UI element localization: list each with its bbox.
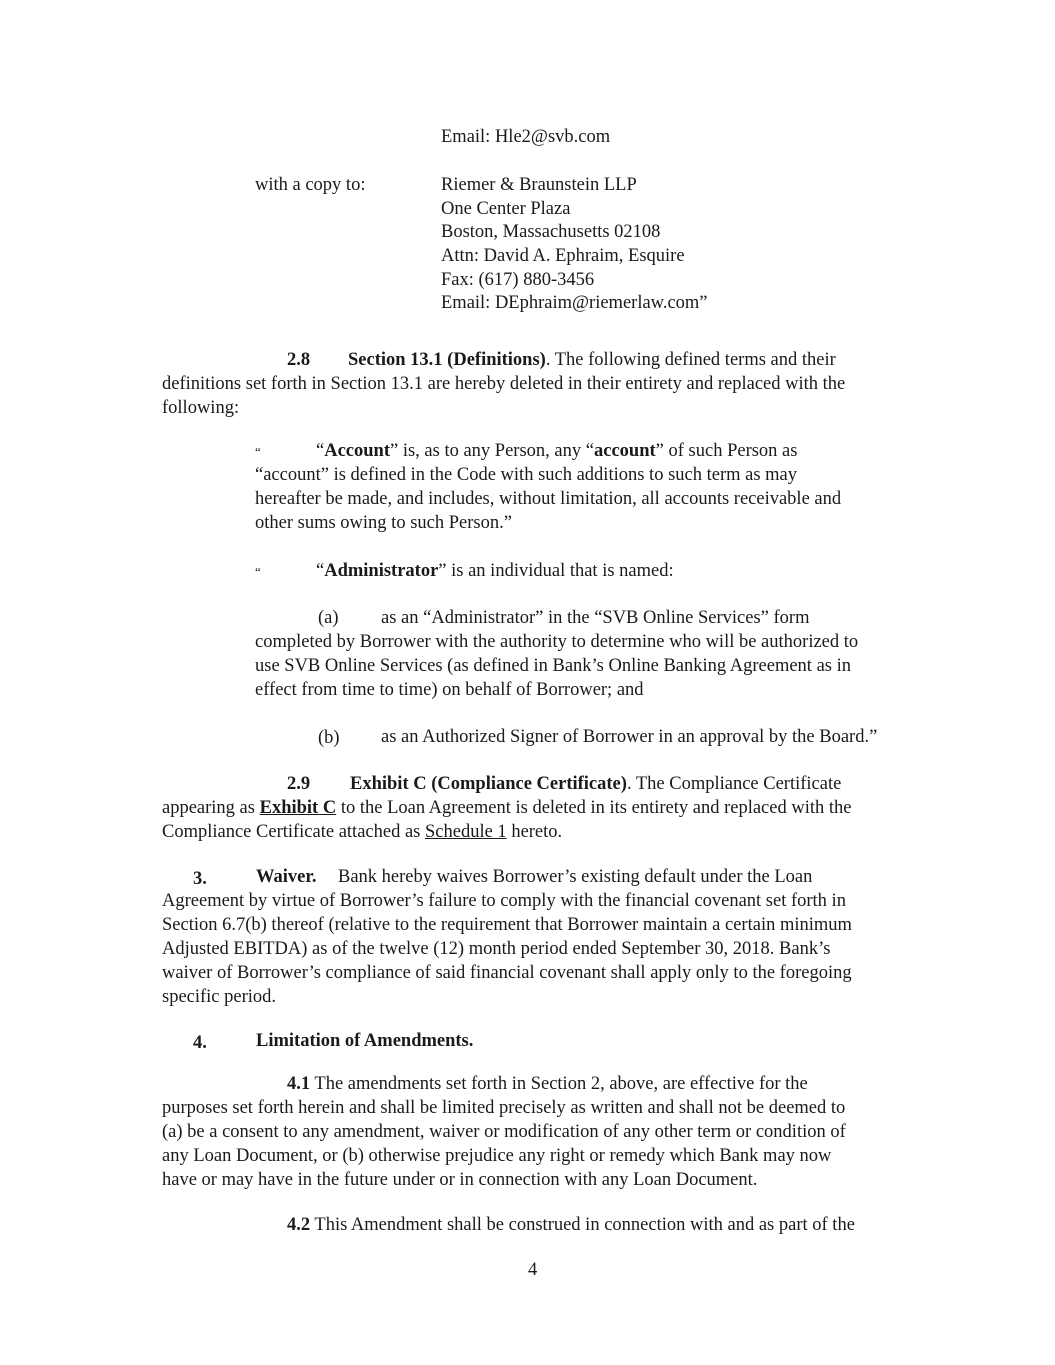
section-4-1-line: (a) be a consent to any amendment, waiver or modification of any other term or condition of: [162, 1122, 846, 1142]
clause-a-line: as an “Administrator” in the “SVB Online Services” form: [381, 608, 810, 628]
copy-label: with a copy to:: [255, 175, 366, 195]
copy-line: Email: DEphraim@riemerlaw.com”: [441, 293, 708, 313]
account-definition-line: hereafter be made, and includes, without limitation, all accounts receivable and: [255, 489, 842, 509]
clause-a-label: (a): [318, 608, 339, 628]
section-2-9-line: Compliance Certificate attached as Schedule 1 hereto.: [162, 822, 563, 842]
section-3-line: Bank hereby waives Borrower’s existing default under the Loan: [338, 867, 813, 887]
section-2-8-heading: Section 13.1 (Definitions): [348, 350, 546, 370]
notice-email-line: Email: Hle2@svb.com: [441, 127, 611, 147]
section-2-9-line: appearing as Exhibit C to the Loan Agreement is deleted in its entirety and replaced with the: [162, 798, 852, 818]
page-number: 4: [528, 1260, 538, 1280]
exhibit-c-reference: Exhibit C: [259, 798, 337, 818]
copy-line: Riemer & Braunstein LLP: [441, 175, 637, 195]
schedule-1-reference: Schedule 1: [425, 822, 507, 842]
section-3-heading: Waiver.: [256, 867, 317, 887]
section-4-1-line: 4.1 The amendments set forth in Section 2, above, are effective for the: [287, 1074, 808, 1094]
account-definition-line: other sums owing to such Person.”: [255, 513, 512, 533]
open-quote: “: [255, 444, 261, 459]
administrator-term: Administrator: [324, 561, 439, 581]
section-3-line: waiver of Borrower’s compliance of said financial covenant shall apply only to the foregoing: [162, 963, 852, 983]
section-3-line: Section 6.7(b) thereof (relative to the requirement that Borrower maintain a certain minimum: [162, 915, 852, 935]
copy-line: Attn: David A. Ephraim, Esquire: [441, 246, 685, 266]
section-2-8-heading-line: Section 13.1 (Definitions). The following defined terms and their: [348, 350, 836, 370]
administrator-definition-line: “Administrator” is an individual that is named:: [316, 561, 674, 581]
section-4-1-line: purposes set forth herein and shall be limited precisely as written and shall not be deemed to: [162, 1098, 846, 1118]
section-2-8-number: 2.8: [287, 350, 311, 370]
account-definition-line: “Account” is, as to any Person, any “account” of such Person as: [316, 441, 798, 461]
section-2-9-heading: Exhibit C (Compliance Certificate): [350, 774, 627, 794]
section-4-2-line: 4.2 This Amendment shall be construed in connection with and as part of the: [287, 1215, 855, 1235]
section-4-1-line: any Loan Document, or (b) otherwise prejudice any right or remedy which Bank may now: [162, 1146, 832, 1166]
copy-line: Boston, Massachusetts 02108: [441, 222, 661, 242]
clause-b-label: (b): [318, 728, 340, 748]
account-definition-line: “account” is defined in the Code with such additions to such term as may: [255, 465, 798, 485]
copy-line: Fax: (617) 880-3456: [441, 270, 595, 290]
clause-b-line: as an Authorized Signer of Borrower in an approval by the Board.”: [381, 727, 878, 747]
copy-line: One Center Plaza: [441, 199, 571, 219]
open-quote: “: [255, 564, 261, 579]
section-2-9-heading-line: Exhibit C (Compliance Certificate). The Compliance Certificate: [350, 774, 842, 794]
section-3-line: Agreement by virtue of Borrower’s failure to comply with the financial covenant set forth in: [162, 891, 846, 911]
section-4-1-number: 4.1: [287, 1074, 311, 1094]
clause-a-line: completed by Borrower with the authority to determine who will be authorized to: [255, 632, 859, 652]
section-3-line: specific period.: [162, 987, 277, 1007]
section-3-line: Adjusted EBITDA) as of the twelve (12) month period ended September 30, 2018. Bank’s: [162, 939, 831, 959]
clause-a-line: use SVB Online Services (as defined in Bank’s Online Banking Agreement as in: [255, 656, 852, 676]
section-4-1-line: have or may have in the future under or in connection with any Loan Document.: [162, 1170, 758, 1190]
section-4-2-number: 4.2: [287, 1215, 311, 1235]
section-4-heading: Limitation of Amendments.: [256, 1031, 474, 1051]
section-4-number: 4.: [193, 1033, 207, 1053]
clause-a-line: effect from time to time) on behalf of Borrower; and: [255, 680, 644, 700]
account-term: Account: [324, 441, 390, 461]
section-2-9-number: 2.9: [287, 774, 311, 794]
section-2-8-line: definitions set forth in Section 13.1 are hereby deleted in their entirety and replaced with the: [162, 374, 846, 394]
section-2-8-line: following:: [162, 398, 240, 418]
section-3-number: 3.: [193, 869, 207, 889]
